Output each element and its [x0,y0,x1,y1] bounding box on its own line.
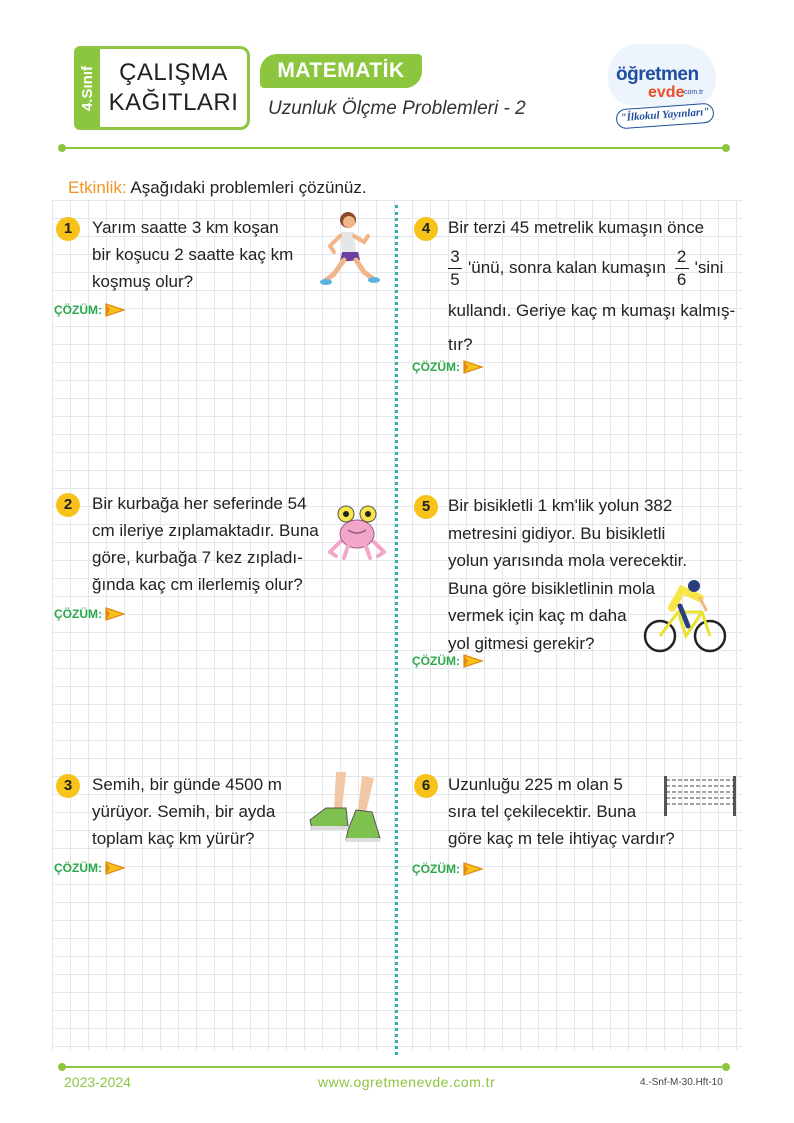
question-text [448,294,740,362]
question-line: Yarım saatte 3 km koşan [92,218,279,237]
footer-code: 4.-Snf-M-30.Hft-10 [640,1077,723,1088]
question-line: toplam kaç km yürür? [92,829,255,848]
solution-text: ÇÖZÜM: [412,360,460,374]
question-line: göre, kurbağa 7 kez zıpladı- [92,548,303,567]
grade-label: 4.Sınıf [78,65,96,111]
pencil-icon [104,861,126,875]
question-text-segment: 'ünü, sonra kalan kumaşın [468,257,666,277]
question-text-segment: 'sini [694,257,724,277]
publisher-logo [604,44,722,130]
header-rule [62,147,726,149]
solution-text: ÇÖZÜM: [54,861,102,875]
fraction-bar [448,268,462,269]
question-line: vermek için kaç m daha [448,606,627,625]
fraction-denominator: 6 [676,270,687,289]
question-line: ğında kaç cm ilerlemiş olur? [92,575,303,594]
footer-rule [62,1066,726,1068]
activity-label: Etkinlik: [68,178,127,197]
logo-text-bottom: evde [648,84,685,101]
question-line: Uzunluğu 225 m olan 5 [448,775,623,794]
solution-text: ÇÖZÜM: [412,654,460,668]
question-line: göre kaç m tele ihtiyaç vardır? [448,829,675,848]
question-line: Bir terzi 45 metrelik kumaşın önce [448,218,705,237]
grade-tab [74,46,100,130]
subject-badge: MATEMATİK [260,54,422,88]
question-line: Buna göre bisikletlinin mola [448,578,655,598]
solution-label-4 [412,360,484,374]
question-line: yolun yarısında mola verecektir. [448,551,688,570]
question-text [92,214,326,295]
solution-text: ÇÖZÜM: [54,607,102,621]
question-number: 3 [56,774,80,798]
fraction-numerator: 3 [450,247,460,266]
solution-label-1 [54,303,126,317]
question-text [92,490,338,598]
question-2 [56,490,338,598]
solution-text: ÇÖZÜM: [412,862,460,876]
wire-fence-illustration [662,774,738,818]
question-text [448,214,740,241]
question-4 [414,214,740,362]
fraction-bar [675,268,689,269]
pencil-icon [104,303,126,317]
solution-text: ÇÖZÜM: [54,303,102,317]
pencil-icon [462,360,484,374]
question-line: Semih, bir günde 4500 m [92,775,282,794]
pencil-icon [462,654,484,668]
fraction-denominator: 5 [450,270,460,289]
cyclist-illustration [642,576,728,656]
question-line: metresini gidiyor. Bu bisikletli [448,523,666,543]
activity-text: Aşağıdaki problemleri çözünüz. [130,178,367,197]
question-line: tır? [448,335,473,354]
walking-legs-illustration [306,772,384,844]
fraction-numerator: 2 [676,247,687,266]
worksheet-title [100,46,250,130]
question-3 [56,771,318,852]
question-number: 1 [56,217,80,241]
logo-text-top: öğretmen [616,64,699,85]
question-line: kullandı. Geriye kaç m kumaşı kalmış- [448,301,736,320]
activity-instruction [68,178,367,198]
question-number: 2 [56,493,80,517]
question-1 [56,214,326,295]
question-line-fractions [448,247,740,290]
logo-tagline: "İlkokul Yayınları" [615,103,714,130]
topic-title: Uzunluk Ölçme Problemleri - 2 [268,98,526,119]
question-number: 4 [414,217,438,241]
question-text [92,771,318,852]
question-number: 5 [414,495,438,519]
question-line: koşmuş olur? [92,272,194,291]
column-divider [395,205,398,1055]
footer-website[interactable]: www.ogretmenevde.com.tr [318,1074,496,1090]
question-line: yol gitmesi gerekir? [448,633,595,653]
fraction-two-sixths [675,247,689,290]
question-number: 6 [414,774,438,798]
question-line: cm ileriye zıplamaktadır. Buna [92,521,319,540]
title-line1: ÇALIŞMA [119,59,228,86]
logo-domain: .com.tr [682,89,704,96]
pencil-icon [462,862,484,876]
solution-label-6 [412,862,484,876]
solution-label-3 [54,861,126,875]
frog-illustration [328,500,386,562]
question-line: Bir bisikletli 1 km'lik yolun 382 [448,496,673,515]
question-line: yürüyor. Semih, bir ayda [92,802,276,821]
pencil-icon [104,607,126,621]
title-line2: KAĞITLARI [108,89,239,116]
question-line: Bir kurbağa her seferinde 54 [92,494,307,513]
question-line: sıra tel çekilecektir. Buna [448,802,637,821]
solution-label-2 [54,607,126,621]
solution-label-5 [412,654,484,668]
runner-illustration [318,208,380,292]
footer-year: 2023-2024 [64,1074,131,1090]
question-line: bir koşucu 2 saatte kaç km [92,245,294,264]
fraction-three-fifths [448,247,462,290]
